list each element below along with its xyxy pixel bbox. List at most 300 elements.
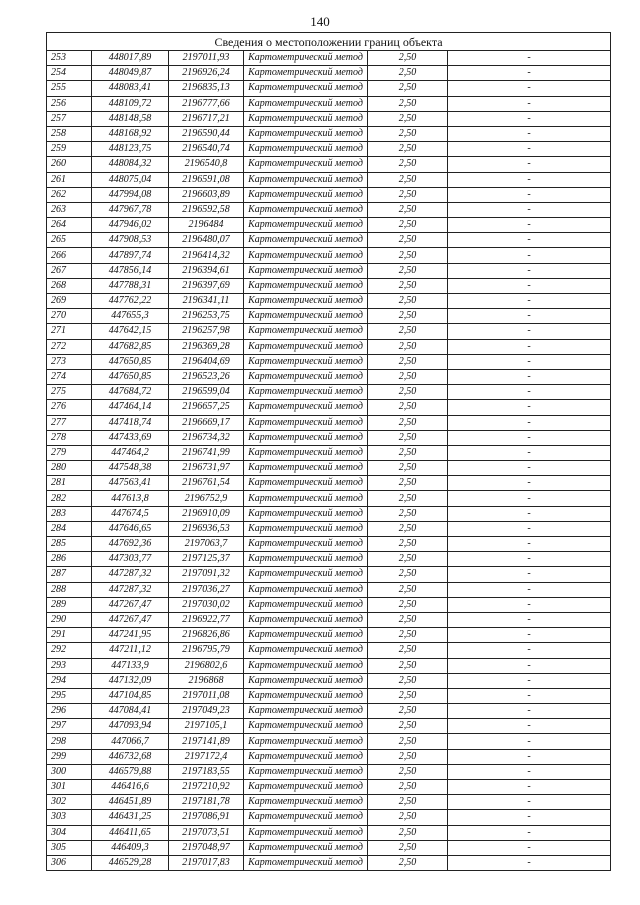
point-number-cell: 287 — [47, 567, 92, 582]
point-number-cell: 302 — [47, 795, 92, 810]
description-cell: - — [448, 461, 611, 476]
y-coordinate-cell: 2197141,89 — [169, 734, 244, 749]
method-cell: Картометрический метод — [244, 749, 368, 764]
y-coordinate-cell: 2197011,08 — [169, 688, 244, 703]
point-number-cell: 278 — [47, 430, 92, 445]
accuracy-cell: 2,50 — [368, 111, 448, 126]
y-coordinate-cell: 2196752,9 — [169, 491, 244, 506]
description-cell: - — [448, 96, 611, 111]
x-coordinate-cell: 447133,9 — [92, 658, 169, 673]
description-cell: - — [448, 673, 611, 688]
accuracy-cell: 2,50 — [368, 719, 448, 734]
table-row — [47, 233, 611, 248]
accuracy-cell: 2,50 — [368, 658, 448, 673]
y-coordinate-cell: 2196591,08 — [169, 172, 244, 187]
point-number-cell: 296 — [47, 704, 92, 719]
method-cell: Картометрический метод — [244, 81, 368, 96]
point-number-cell: 303 — [47, 810, 92, 825]
table-row — [47, 324, 611, 339]
x-coordinate-cell: 446431,25 — [92, 810, 169, 825]
description-cell: - — [448, 339, 611, 354]
description-cell: - — [448, 476, 611, 491]
description-cell: - — [448, 278, 611, 293]
point-number-cell: 262 — [47, 187, 92, 202]
method-cell: Картометрический метод — [244, 400, 368, 415]
point-number-cell: 271 — [47, 324, 92, 339]
accuracy-cell: 2,50 — [368, 324, 448, 339]
y-coordinate-cell: 2197125,37 — [169, 552, 244, 567]
method-cell: Картометрический метод — [244, 172, 368, 187]
table-row — [47, 354, 611, 369]
method-cell: Картометрический метод — [244, 66, 368, 81]
point-number-cell: 257 — [47, 111, 92, 126]
point-number-cell: 304 — [47, 825, 92, 840]
table-row — [47, 172, 611, 187]
method-cell: Картометрический метод — [244, 233, 368, 248]
point-number-cell: 283 — [47, 506, 92, 521]
accuracy-cell: 2,50 — [368, 263, 448, 278]
table-row — [47, 218, 611, 233]
accuracy-cell: 2,50 — [368, 643, 448, 658]
accuracy-cell: 2,50 — [368, 855, 448, 870]
accuracy-cell: 2,50 — [368, 506, 448, 521]
table-row — [47, 66, 611, 81]
point-number-cell: 294 — [47, 673, 92, 688]
y-coordinate-cell: 2196910,09 — [169, 506, 244, 521]
method-cell: Картометрический метод — [244, 476, 368, 491]
y-coordinate-cell: 2197105,1 — [169, 719, 244, 734]
y-coordinate-cell: 2196922,77 — [169, 612, 244, 627]
accuracy-cell: 2,50 — [368, 126, 448, 141]
method-cell: Картометрический метод — [244, 734, 368, 749]
description-cell: - — [448, 294, 611, 309]
method-cell: Картометрический метод — [244, 461, 368, 476]
point-number-cell: 305 — [47, 840, 92, 855]
y-coordinate-cell: 2197049,23 — [169, 704, 244, 719]
table-row — [47, 840, 611, 855]
method-cell: Картометрический метод — [244, 126, 368, 141]
table-row — [47, 278, 611, 293]
x-coordinate-cell: 447946,02 — [92, 218, 169, 233]
method-cell: Картометрический метод — [244, 719, 368, 734]
table-row — [47, 187, 611, 202]
y-coordinate-cell: 2196397,69 — [169, 278, 244, 293]
y-coordinate-cell: 2196523,26 — [169, 369, 244, 384]
method-cell: Картометрический метод — [244, 218, 368, 233]
x-coordinate-cell: 448083,41 — [92, 81, 169, 96]
table-body — [47, 51, 611, 871]
point-number-cell: 273 — [47, 354, 92, 369]
method-cell: Картометрический метод — [244, 643, 368, 658]
description-cell: - — [448, 157, 611, 172]
x-coordinate-cell: 446529,28 — [92, 855, 169, 870]
table-row — [47, 476, 611, 491]
description-cell: - — [448, 218, 611, 233]
method-cell: Картометрический метод — [244, 552, 368, 567]
y-coordinate-cell: 2196592,58 — [169, 202, 244, 217]
point-number-cell: 275 — [47, 385, 92, 400]
x-coordinate-cell: 447692,36 — [92, 537, 169, 552]
y-coordinate-cell: 2196926,24 — [169, 66, 244, 81]
point-number-cell: 297 — [47, 719, 92, 734]
method-cell: Картометрический метод — [244, 339, 368, 354]
table-row — [47, 461, 611, 476]
table-row — [47, 552, 611, 567]
method-cell: Картометрический метод — [244, 628, 368, 643]
point-number-cell: 265 — [47, 233, 92, 248]
method-cell: Картометрический метод — [244, 263, 368, 278]
x-coordinate-cell: 448148,58 — [92, 111, 169, 126]
point-number-cell: 301 — [47, 780, 92, 795]
description-cell: - — [448, 263, 611, 278]
description-cell: - — [448, 855, 611, 870]
x-coordinate-cell: 447682,85 — [92, 339, 169, 354]
method-cell: Картометрический метод — [244, 825, 368, 840]
table-row — [47, 385, 611, 400]
x-coordinate-cell: 447967,78 — [92, 202, 169, 217]
table-row — [47, 688, 611, 703]
description-cell: - — [448, 840, 611, 855]
table-row — [47, 263, 611, 278]
point-number-cell: 281 — [47, 476, 92, 491]
method-cell: Картометрический метод — [244, 795, 368, 810]
accuracy-cell: 2,50 — [368, 537, 448, 552]
x-coordinate-cell: 446411,65 — [92, 825, 169, 840]
method-cell: Картометрический метод — [244, 294, 368, 309]
x-coordinate-cell: 447650,85 — [92, 354, 169, 369]
description-cell: - — [448, 187, 611, 202]
y-coordinate-cell: 2196414,32 — [169, 248, 244, 263]
method-cell: Картометрический метод — [244, 142, 368, 157]
method-cell: Картометрический метод — [244, 810, 368, 825]
description-cell: - — [448, 81, 611, 96]
description-cell: - — [448, 126, 611, 141]
table-row — [47, 339, 611, 354]
table-row — [47, 795, 611, 810]
table-row — [47, 96, 611, 111]
y-coordinate-cell: 2196540,8 — [169, 157, 244, 172]
table-row — [47, 612, 611, 627]
method-cell: Картометрический метод — [244, 537, 368, 552]
x-coordinate-cell: 447613,8 — [92, 491, 169, 506]
description-cell: - — [448, 643, 611, 658]
table-row — [47, 597, 611, 612]
x-coordinate-cell: 448168,92 — [92, 126, 169, 141]
x-coordinate-cell: 447241,95 — [92, 628, 169, 643]
description-cell: - — [448, 795, 611, 810]
table-row — [47, 855, 611, 870]
description-cell: - — [448, 248, 611, 263]
point-number-cell: 269 — [47, 294, 92, 309]
table-row — [47, 309, 611, 324]
y-coordinate-cell: 2196404,69 — [169, 354, 244, 369]
description-cell: - — [448, 445, 611, 460]
description-cell: - — [448, 719, 611, 734]
table-row — [47, 202, 611, 217]
description-cell: - — [448, 385, 611, 400]
description-cell: - — [448, 734, 611, 749]
point-number-cell: 284 — [47, 521, 92, 536]
description-cell: - — [448, 658, 611, 673]
table-row — [47, 810, 611, 825]
accuracy-cell: 2,50 — [368, 81, 448, 96]
accuracy-cell: 2,50 — [368, 476, 448, 491]
accuracy-cell: 2,50 — [368, 96, 448, 111]
x-coordinate-cell: 447650,85 — [92, 369, 169, 384]
y-coordinate-cell: 2196761,54 — [169, 476, 244, 491]
method-cell: Картометрический метод — [244, 51, 368, 66]
x-coordinate-cell: 447563,41 — [92, 476, 169, 491]
y-coordinate-cell: 2197048,97 — [169, 840, 244, 855]
table-row — [47, 81, 611, 96]
point-number-cell: 263 — [47, 202, 92, 217]
accuracy-cell: 2,50 — [368, 688, 448, 703]
y-coordinate-cell: 2197181,78 — [169, 795, 244, 810]
accuracy-cell: 2,50 — [368, 278, 448, 293]
method-cell: Картометрический метод — [244, 354, 368, 369]
description-cell: - — [448, 688, 611, 703]
accuracy-cell: 2,50 — [368, 400, 448, 415]
point-number-cell: 268 — [47, 278, 92, 293]
point-number-cell: 298 — [47, 734, 92, 749]
description-cell: - — [448, 142, 611, 157]
description-cell: - — [448, 780, 611, 795]
table-row — [47, 567, 611, 582]
accuracy-cell: 2,50 — [368, 354, 448, 369]
point-number-cell: 282 — [47, 491, 92, 506]
method-cell: Картометрический метод — [244, 840, 368, 855]
accuracy-cell: 2,50 — [368, 780, 448, 795]
method-cell: Картометрический метод — [244, 157, 368, 172]
accuracy-cell: 2,50 — [368, 628, 448, 643]
accuracy-cell: 2,50 — [368, 430, 448, 445]
y-coordinate-cell: 2196669,17 — [169, 415, 244, 430]
accuracy-cell: 2,50 — [368, 795, 448, 810]
y-coordinate-cell: 2196734,32 — [169, 430, 244, 445]
y-coordinate-cell: 2196590,44 — [169, 126, 244, 141]
description-cell: - — [448, 491, 611, 506]
y-coordinate-cell: 2197091,32 — [169, 567, 244, 582]
point-number-cell: 290 — [47, 612, 92, 627]
point-number-cell: 258 — [47, 126, 92, 141]
method-cell: Картометрический метод — [244, 491, 368, 506]
y-coordinate-cell: 2197172,4 — [169, 749, 244, 764]
method-cell: Картометрический метод — [244, 855, 368, 870]
description-cell: - — [448, 309, 611, 324]
y-coordinate-cell: 2197011,93 — [169, 51, 244, 66]
x-coordinate-cell: 446732,68 — [92, 749, 169, 764]
accuracy-cell: 2,50 — [368, 369, 448, 384]
table-row — [47, 521, 611, 536]
x-coordinate-cell: 448109,72 — [92, 96, 169, 111]
y-coordinate-cell: 2196731,97 — [169, 461, 244, 476]
point-number-cell: 277 — [47, 415, 92, 430]
y-coordinate-cell: 2197017,83 — [169, 855, 244, 870]
point-number-cell: 279 — [47, 445, 92, 460]
accuracy-cell: 2,50 — [368, 294, 448, 309]
accuracy-cell: 2,50 — [368, 142, 448, 157]
method-cell: Картометрический метод — [244, 324, 368, 339]
y-coordinate-cell: 2197063,7 — [169, 537, 244, 552]
x-coordinate-cell: 447433,69 — [92, 430, 169, 445]
method-cell: Картометрический метод — [244, 187, 368, 202]
x-coordinate-cell: 447104,85 — [92, 688, 169, 703]
accuracy-cell: 2,50 — [368, 339, 448, 354]
accuracy-cell: 2,50 — [368, 202, 448, 217]
accuracy-cell: 2,50 — [368, 172, 448, 187]
x-coordinate-cell: 448123,75 — [92, 142, 169, 157]
table-row — [47, 430, 611, 445]
accuracy-cell: 2,50 — [368, 810, 448, 825]
table-row — [47, 764, 611, 779]
x-coordinate-cell: 446416,6 — [92, 780, 169, 795]
point-number-cell: 261 — [47, 172, 92, 187]
point-number-cell: 255 — [47, 81, 92, 96]
accuracy-cell: 2,50 — [368, 597, 448, 612]
x-coordinate-cell: 447066,7 — [92, 734, 169, 749]
accuracy-cell: 2,50 — [368, 567, 448, 582]
table-row — [47, 582, 611, 597]
accuracy-cell: 2,50 — [368, 157, 448, 172]
description-cell: - — [448, 537, 611, 552]
x-coordinate-cell: 448084,32 — [92, 157, 169, 172]
boundary-coordinates-table — [46, 32, 611, 871]
table-row — [47, 506, 611, 521]
accuracy-cell: 2,50 — [368, 51, 448, 66]
accuracy-cell: 2,50 — [368, 491, 448, 506]
x-coordinate-cell: 447674,5 — [92, 506, 169, 521]
point-number-cell: 295 — [47, 688, 92, 703]
x-coordinate-cell: 446451,89 — [92, 795, 169, 810]
description-cell: - — [448, 172, 611, 187]
accuracy-cell: 2,50 — [368, 612, 448, 627]
table-row — [47, 719, 611, 734]
y-coordinate-cell: 2196369,28 — [169, 339, 244, 354]
table-row — [47, 658, 611, 673]
y-coordinate-cell: 2196394,61 — [169, 263, 244, 278]
y-coordinate-cell: 2196717,21 — [169, 111, 244, 126]
description-cell: - — [448, 233, 611, 248]
x-coordinate-cell: 448075,04 — [92, 172, 169, 187]
description-cell: - — [448, 506, 611, 521]
description-cell: - — [448, 400, 611, 415]
x-coordinate-cell: 447856,14 — [92, 263, 169, 278]
method-cell: Картометрический метод — [244, 96, 368, 111]
accuracy-cell: 2,50 — [368, 218, 448, 233]
x-coordinate-cell: 447267,47 — [92, 612, 169, 627]
accuracy-cell: 2,50 — [368, 734, 448, 749]
x-coordinate-cell: 447132,09 — [92, 673, 169, 688]
method-cell: Картометрический метод — [244, 309, 368, 324]
method-cell: Картометрический метод — [244, 780, 368, 795]
y-coordinate-cell: 2196603,89 — [169, 187, 244, 202]
method-cell: Картометрический метод — [244, 278, 368, 293]
description-cell: - — [448, 628, 611, 643]
description-cell: - — [448, 369, 611, 384]
y-coordinate-cell: 2196795,79 — [169, 643, 244, 658]
method-cell: Картометрический метод — [244, 415, 368, 430]
description-cell: - — [448, 810, 611, 825]
table-row — [47, 749, 611, 764]
accuracy-cell: 2,50 — [368, 461, 448, 476]
x-coordinate-cell: 447788,31 — [92, 278, 169, 293]
accuracy-cell: 2,50 — [368, 66, 448, 81]
y-coordinate-cell: 2197036,27 — [169, 582, 244, 597]
point-number-cell: 289 — [47, 597, 92, 612]
y-coordinate-cell: 2196777,66 — [169, 96, 244, 111]
point-number-cell: 270 — [47, 309, 92, 324]
table-row — [47, 643, 611, 658]
x-coordinate-cell: 447093,94 — [92, 719, 169, 734]
description-cell: - — [448, 354, 611, 369]
description-cell: - — [448, 567, 611, 582]
description-cell: - — [448, 612, 611, 627]
table-row — [47, 294, 611, 309]
method-cell: Картометрический метод — [244, 673, 368, 688]
point-number-cell: 299 — [47, 749, 92, 764]
method-cell: Картометрический метод — [244, 612, 368, 627]
method-cell: Картометрический метод — [244, 202, 368, 217]
x-coordinate-cell: 447267,47 — [92, 597, 169, 612]
point-number-cell: 254 — [47, 66, 92, 81]
accuracy-cell: 2,50 — [368, 673, 448, 688]
y-coordinate-cell: 2196253,75 — [169, 309, 244, 324]
accuracy-cell: 2,50 — [368, 825, 448, 840]
description-cell: - — [448, 111, 611, 126]
x-coordinate-cell: 447211,12 — [92, 643, 169, 658]
accuracy-cell: 2,50 — [368, 521, 448, 536]
method-cell: Картометрический метод — [244, 506, 368, 521]
x-coordinate-cell: 447303,77 — [92, 552, 169, 567]
x-coordinate-cell: 448049,87 — [92, 66, 169, 81]
point-number-cell: 266 — [47, 248, 92, 263]
description-cell: - — [448, 66, 611, 81]
x-coordinate-cell: 446579,88 — [92, 764, 169, 779]
method-cell: Картометрический метод — [244, 658, 368, 673]
method-cell: Картометрический метод — [244, 385, 368, 400]
accuracy-cell: 2,50 — [368, 445, 448, 460]
point-number-cell: 306 — [47, 855, 92, 870]
x-coordinate-cell: 447287,32 — [92, 567, 169, 582]
y-coordinate-cell: 2196868 — [169, 673, 244, 688]
method-cell: Картометрический метод — [244, 369, 368, 384]
table-row — [47, 51, 611, 66]
table-row — [47, 825, 611, 840]
point-number-cell: 291 — [47, 628, 92, 643]
method-cell: Картометрический метод — [244, 567, 368, 582]
x-coordinate-cell: 447464,2 — [92, 445, 169, 460]
table-caption-row — [47, 33, 611, 51]
description-cell: - — [448, 324, 611, 339]
point-number-cell: 253 — [47, 51, 92, 66]
x-coordinate-cell: 447548,38 — [92, 461, 169, 476]
y-coordinate-cell: 2197073,51 — [169, 825, 244, 840]
x-coordinate-cell: 448017,89 — [92, 51, 169, 66]
point-number-cell: 264 — [47, 218, 92, 233]
x-coordinate-cell: 447762,22 — [92, 294, 169, 309]
point-number-cell: 280 — [47, 461, 92, 476]
x-coordinate-cell: 447897,74 — [92, 248, 169, 263]
method-cell: Картометрический метод — [244, 704, 368, 719]
table-row — [47, 537, 611, 552]
accuracy-cell: 2,50 — [368, 552, 448, 567]
point-number-cell: 272 — [47, 339, 92, 354]
method-cell: Картометрический метод — [244, 248, 368, 263]
description-cell: - — [448, 552, 611, 567]
x-coordinate-cell: 447642,15 — [92, 324, 169, 339]
x-coordinate-cell: 447908,53 — [92, 233, 169, 248]
y-coordinate-cell: 2196480,07 — [169, 233, 244, 248]
